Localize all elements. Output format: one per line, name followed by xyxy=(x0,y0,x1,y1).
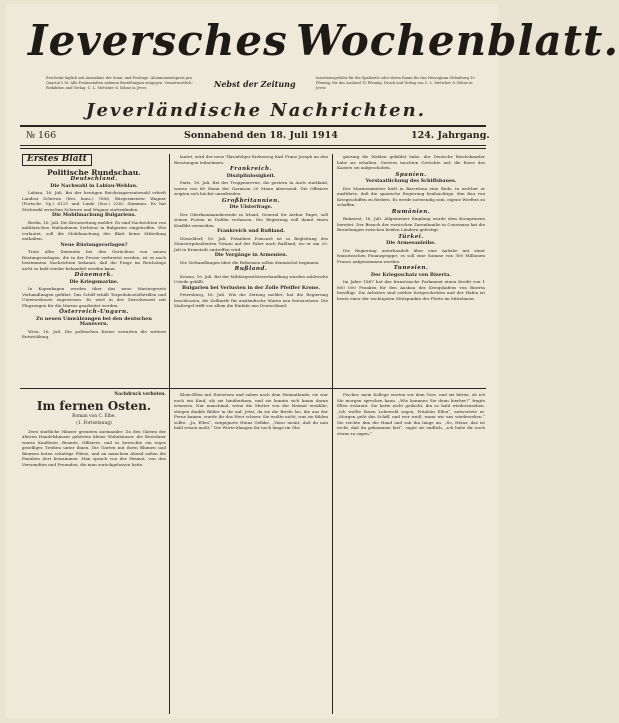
country-heading: Spanien. xyxy=(395,171,427,178)
column-1-news xyxy=(22,154,166,384)
article-heading: Frankreich und Rußland. xyxy=(217,228,285,234)
article-text: Der Oberkommandierende in Irland, General Sir Arthur Paget, soll seinen Posten in Dublin verlassen. Die Regierung will damit einen Konflikt vermeiden. xyxy=(174,211,328,228)
article-heading: Disziplinlosigkeit. xyxy=(226,172,276,179)
article-text: Im Jahre 1887 hat das französische Parlament einen Kredit von 1 800 000 Franken für den Ausbau des Kriegshafens von Bizerta bewilligt. Die Arbeiten sind seither fortgeschritten und der Hafen ist heute einer der wichtigsten Stützpunkte der Flotte im Mittelmeer. xyxy=(337,279,485,301)
article-text: Paris, 16. Juli. Bei der Truppenrevue, die gestern in Auch stattfand, waren von 88 Mann der Garnison 20 Mann abwesend. Die Offiziere zeigten sich höchst unzufrieden. xyxy=(174,180,328,196)
article-text: Kowno, 16. Juli. Bei der Militärgerichtsverhandlung wurden zahlreiche Urteile gefällt. xyxy=(174,273,328,284)
issue-year: 124. Jahrgang. xyxy=(411,130,490,141)
novel-text: Klein-Ellen mit Entsetzen und sahen nach dem Heimatlande; sie war noch ein Kind, als sie hinüberkam, und sie konnte sich kaum daran erinnern. Nur manchmal, wenn die Mutter von der Heimat erzählte, stiegen dunkle Bilder in ihr auf. Jetzt, da sie die Briefe las, die aus der Ferne kamen, wurde ihr das Herz schwer. Sie wußte nicht, was sie fühlen sollte. „Ja, Ellen“, entgegnete Heinz Gelbke, „Vater meint, daß du nun bald reisen mußt.“ Die Worte klangen ihr noch lange im Ohr. xyxy=(174,392,328,430)
novel-chapter: (1. Fortsetzung) xyxy=(76,421,112,426)
issue-number: № 166 xyxy=(26,130,57,141)
country-heading: Großbritannien. xyxy=(221,197,281,204)
country-heading: Österreich-Ungarn. xyxy=(59,309,129,315)
issue-date: Sonnabend den 18. Juli 1914 xyxy=(184,130,338,141)
article-text: Die Regierung unterhandelt über eine Anleihe mit einer französischen Finanzgruppe; es soll eine Summe von 500 Millionen Francs aufgenommen werden. xyxy=(337,247,485,264)
article-text: Die Verhandlungen über die Reformen sollen demnächst beginnen. xyxy=(180,259,320,265)
article-text: Labiau, 16. Juli. Bei der heutigen Reichstagsersatzwahl erhielt Landrat Schrewe (frei. kons.) 7606, Bürgermeister Wagner (Fortschr. Vp.) 6125 und Linde (Soz.) 2282 Stimmen. Es hat Stichwahl zwischen Schrewe und Wagner stattzufinden. xyxy=(22,190,166,212)
novel-text: Zwei stattliche Häuser grenzten aneinander. Zu den Gärten der älteren Handelshäuser gehörten kleine Wohnhäuser, die Bewohner waren Kaufleute, Beamte, Offiziere, und es herrschte ein reges geselliges Treiben unter ihnen. Die Gärten mit ihren Blumen und Bäumen boten schattige Plätze, und an manchem Abend saßen die Familien dort beisammen. Man sprach von der Heimat, von den Verwandten und Freunden, die man zurückgelassen hatte. xyxy=(22,428,166,467)
article-heading: Die Armeeanleihe. xyxy=(386,240,436,246)
article-heading: Verstaatlichung des Schiffsbaues. xyxy=(365,178,457,184)
column-3-novel xyxy=(337,392,485,714)
article-text: gierung die Wahlen gebildet habe, der Deutsche Reichskanzler habe sie erhalten. Gestern tauchten Gerüchte auf, die Reise des Kaisers sei aufgeschoben. xyxy=(337,154,485,170)
country-heading: Deutschland. xyxy=(70,176,118,182)
newspaper-page xyxy=(6,4,619,718)
article-text: lautet, wird der neue Thronfolger Erzherzog Karl Franz Joseph an den Beratungen teilnehmen. xyxy=(174,154,328,165)
column-divider-1 xyxy=(169,154,170,714)
article-text: Düsseldorf, 16. Juli. Präsident Poincaré ist in Begleitung des Ministerpräsidenten Viviani auf der Fahrt nach Rußland, wo er am 20. Juli in Kronstadt eintreffen wird. xyxy=(174,235,328,252)
column-3-news xyxy=(337,154,485,386)
dateline-bottom-rule-2 xyxy=(20,148,486,149)
article-text: In Kopenhagen werden über das neue Marinegesetz Verhandlungen geführt. Das Schiff erhält Torpedobootsflottillen und Unterseeboote zugewiesen. Es wird in der Zwischenzeit mit Flugzeugen für die Marine gearbeitet werden. xyxy=(22,286,166,308)
nebst-der-zeitung: Nebst der Zeitung xyxy=(214,79,296,89)
article-heading: Die Ulsterfrage. xyxy=(229,204,273,210)
erstes-blatt-label: Erstes Blatt xyxy=(22,154,92,166)
novel-byline: Roman von C. Elbe. xyxy=(72,413,116,419)
article-text: Der Marineminister hielt in Barcelona eine Rede, in welcher er ausführte, daß die spanische Regierung beabsichtige, den Bau von Kriegsschiffen zu fördern. Es werde notwendig sein, eigene Werften zu schaffen. xyxy=(337,185,485,207)
masthead-title-right: Wochenblatt. xyxy=(296,16,619,65)
article-text: Bukarest, 16. Juli. Allgemeiner Empfang wurde dem Kronprinzen bereitet. Der Besuch der russischen Zarenfamilie in Constanza hat die Beziehungen zwischen beiden Ländern gefestigt. xyxy=(337,216,485,232)
section-heading: Politische Rundschau. xyxy=(47,167,141,177)
novel-title: Im fernen Osten. xyxy=(36,398,152,413)
country-heading: Türkei. xyxy=(398,233,424,240)
article-heading: Die Vorgänge in Armenien. xyxy=(214,252,288,258)
feuilleton-divider-rule xyxy=(20,388,486,389)
column-1-novel xyxy=(22,392,166,714)
masthead-title-left: Ieversches xyxy=(28,16,288,65)
article-text: Trotz aller Dementis bei den Gerüchten von neuen Rüstungsvorlagen, die in der Presse verbreitet werden, ist es nach bestimmten Nachrichten bekannt, daß die Frage im Reichstage nicht so bald wieder behandelt werden kann. xyxy=(22,249,166,271)
dateline-top-rule xyxy=(20,125,486,127)
advertising-note: Insertionsgebühr für die Spaltzeile oder deren Raum für das Herzogtum Oldenburg 10 Pfennig, für das Ausland 15 Pfennig. Druck und Verlag von C. L. Mettcker & Söhne in Jever. xyxy=(316,76,475,90)
article-text: Berlin, 16. Juli. Die Kreuzzeitung meldet: Es sind Nachrichten von militärischen Maßnahmen Serbiens in Bulgarien eingetroffen. Wie verlautet, soll die Mobilmachung des Blatt keine Mitteilung enthalten. xyxy=(22,219,166,241)
country-heading: Rußland. xyxy=(234,266,268,272)
article-heading: Die Mobilmachung Bulgariens. xyxy=(52,212,136,218)
country-heading: Frankreich. xyxy=(230,166,272,172)
masthead-subtitle: Jeverländische Nachrichten. xyxy=(86,100,426,121)
column-2-novel xyxy=(174,392,328,714)
country-heading: Rumänien. xyxy=(391,208,431,215)
article-heading: Der Kriegsschatz von Bizerta. xyxy=(370,271,452,278)
article-text: Wien, 16. Juli. Die politischen Kreise erwarten die weitere Entwicklung. xyxy=(22,328,166,339)
article-heading: Zu neuen Umwälzungen bei den deutschen Manövern. xyxy=(36,315,152,327)
dateline-bottom-rule xyxy=(20,145,486,146)
article-heading: Die Kriegsmarine. xyxy=(69,278,119,285)
country-heading: Dänemark. xyxy=(74,272,114,278)
article-heading: Neue Rüstungsvorlagen? xyxy=(60,241,128,248)
column-divider-2 xyxy=(332,154,333,714)
article-heading: Bulgarien bei Verlusten in der Zolle Pfeiffer Krone. xyxy=(181,284,321,291)
editorial-note: Erscheint täglich mit Ausnahme der Sonn- und Festtage. Abonnementspreis pro Quartal 2 M. Alle Postanstalten nehmen Bestellungen entgegen. Verantwortlich: Redaktion und Verlag: C. L. Mettcker & Söhne in Jever. xyxy=(46,76,193,90)
reprint-notice: Nachdruck verboten. xyxy=(114,392,166,397)
article-heading: Die Nachwahl in Labiau-Wehlau. xyxy=(50,182,138,189)
novel-text: Fischer, mein Kollege warten vor dem Tore, und sie bitten, ob ich Sie morgen sprechen kann. „Wie kommen Sie denn hierher?“ fragte Ellen erstaunt. Sie hatte nicht gedacht, ihn so bald wiederzusehen. „Ich wollte Ihnen Lebewohl sagen, Fräulein Ellen“, antwortete er. „Morgen geht das Schiff, und wer weiß, wann wir uns wiedersehen.“ Sie reichte ihm die Hand und sah ihn lange an. „So, Heinz, das ist recht, daß du gekommen bist“, sagte sie endlich, „ich habe dir noch etwas zu sagen.“ xyxy=(337,392,485,436)
article-text: Petersburg, 16. Juli. Wie die Zeitung meldet, hat die Regierung beschlossen, die Zolltarife für ausländische Waren neu festzusetzen. Die Maßregel trifft vor allem die Einfuhr aus Deutschland. xyxy=(174,292,328,308)
country-heading: Tunesien. xyxy=(393,265,429,271)
column-2-news xyxy=(174,154,328,386)
